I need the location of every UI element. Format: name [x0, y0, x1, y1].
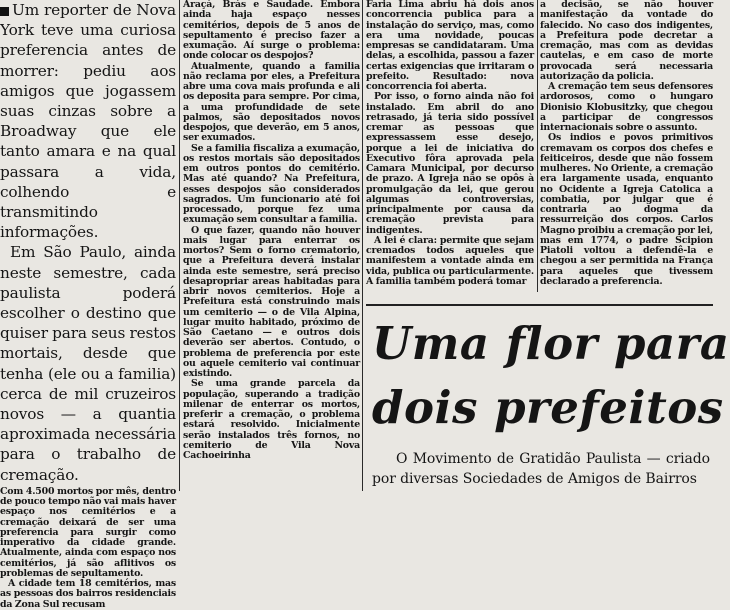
column-3: [366, 0, 534, 292]
column-2: [183, 0, 360, 491]
sao-paulo-paragraph: Em São Paulo, ainda neste semestre, cada paulista poderá escolher o destino que quiser para seus restos mortais, desde que tenha (ele ou a familia) cerca de mil cruzeiros novos — a quantia aproximada necessária para o trabalho de cremação.: [0, 243, 176, 484]
body-paragraph: A cidade tem 18 cemitérios, mas as pessoas dos bairros residenciais da Zona Sul recusam: [0, 578, 176, 610]
lede-text: O Movimento de Gratidão Paulista — criado por diversas Sociedades de Amigos de Bairros: [372, 451, 710, 487]
column-4: [540, 0, 713, 292]
headline-line-1: Uma flor para: [372, 317, 730, 370]
body-paragraph: Os indios e povos primitivos cremavam os corpos dos chefes e feiticeiros, desde que não fossem mulheres. No Oriente, a cremação era largamente usada, enquanto no Ocidente a Igreja Catolica a combatia, por julgar que é contraria ao dogma da ressurreição dos corpos. Carlos Magno proibiu a cremação por lei, mas em 1774, o padre Scipion Piatoli voltou a defendê-la e chegou a ser permitida na França para aqueles que tivessem declarado a preferencia.: [540, 132, 713, 287]
body-paragraph: A lei é clara: permite que sejam cremados todos aqueles que manifestem a vontade ainda em vida, publica ou particularmente. A familia também poderá tomar: [366, 234, 534, 287]
column-rule: [362, 0, 363, 491]
body-paragraph: Se uma grande parcela da população, superando a tradição milenar de enterrar os mortos, preferir a cremação, o problema estará resolvido. Inicialmente serão instalados três fornos, no cemiterio de Vila Nova Cachoeirinha: [183, 378, 360, 461]
column-rule: [179, 0, 180, 491]
body-paragraph: Araçá, Brás e Saudade. Embora ainda haja espaço nesses cemitérios, depois de 5 anos de sepultamento é preciso fazer a exumação. Aí surge o problema: onde colocar os despojos?: [183, 0, 360, 62]
body-paragraph: Com 4.500 mortos por mês, dentro de pouco tempo não vai mais haver espaço nos cemitérios e a cremação deixará de ser uma preferencia para surgir como imperativo da cidade grande. Atualmente, ainda com espaço nos cemitérios, já são aflitivos os problemas de sepultamento.: [0, 485, 177, 579]
headline-line-2: dois prefeitos: [372, 381, 724, 434]
bullet-square-icon: [0, 7, 9, 16]
body-paragraph: A cremação tem seus defensores ardorosos, como o hungaro Dionisio Klobusitzky, que chegou a participar de congressos internacionais sobre o assunto.: [540, 81, 713, 133]
body-paragraph: Faria Lima abriu há dois anos concorrencia publica para a instalação do serviço, mas, como era uma novidade, poucas empresas se candidataram. Uma delas, a escolhida, passou a fazer certas exigencias que irritaram o prefeito. Resultado: nova concorrencia foi aberta.: [366, 0, 534, 92]
body-paragraph: Se a familia fiscaliza a exumação, os restos mortais são depositados em outros pontos do cemitério. Mas até quando? Na Prefeitura, esses despojos são considerados sagrados. Um funcionario até foi processado, porque fez uma exumação sem consultar a familia.: [183, 142, 360, 226]
column-1-body: [0, 487, 176, 610]
intro-paragraph: [0, 0, 176, 242]
column-1: [0, 0, 177, 610]
body-paragraph: O que fazer, quando não houver mais lugar para enterrar os mortos? Sem o forno crematorio, que a Prefeitura deverá instalar ainda este semestre, será preciso desapropriar areas habitadas para abrir novos cemiterios. Hoje a Prefeitura está construindo mais um cemiterio — o de Vila Alpina, lugar muito habitado, próximo de São Caetano — e outros dois deverão ser abertos. Contudo, o problema de preferencia por este ou aquele cemiterio vai continuar existindo.: [183, 224, 360, 379]
column-rule: [537, 0, 538, 292]
lede-paragraph: [372, 449, 710, 489]
intro-paragraph-text: Um reporter de Nova York teve uma curiosa preferencia antes de morrer: pediu aos amigos que jogassem suas cinzas sobre a Broadway que ele tanto amara e na qual passara a vida, colhendo e transmitindo informações.: [0, 1, 176, 242]
body-paragraph: Por isso, o forno ainda não foi instalado. Em abril do ano retrasado, já teria sido possível cremar as pessoas que expressassem esse desejo, porque a lei de iniciativa do Executivo fôra aprovada pela Camara Municipal, por decurso de prazo. A Igreja não se opôs à promulgação da lei, que gerou algumas controversias, principalmente por causa da cremação prevista para indigentes.: [366, 91, 534, 236]
body-paragraph: a decisão, se não houver manifestação da vontade do falecido. No caso dos indigentes, a Prefeitura pode decretar a cremação, mas com as devidas cautelas, e em caso de morte provocada será necessaria autorização da policia.: [540, 0, 713, 82]
headline-rule: [366, 304, 713, 306]
body-paragraph: Atualmente, quando a familia não reclama por eles, a Prefeitura abre uma cova mais profunda e ali os deposita para sempre. Por cima, a uma profundidade de sete palmos, são depositados novos despojos, que deverão, em 5 anos, ser exumados.: [183, 60, 360, 144]
